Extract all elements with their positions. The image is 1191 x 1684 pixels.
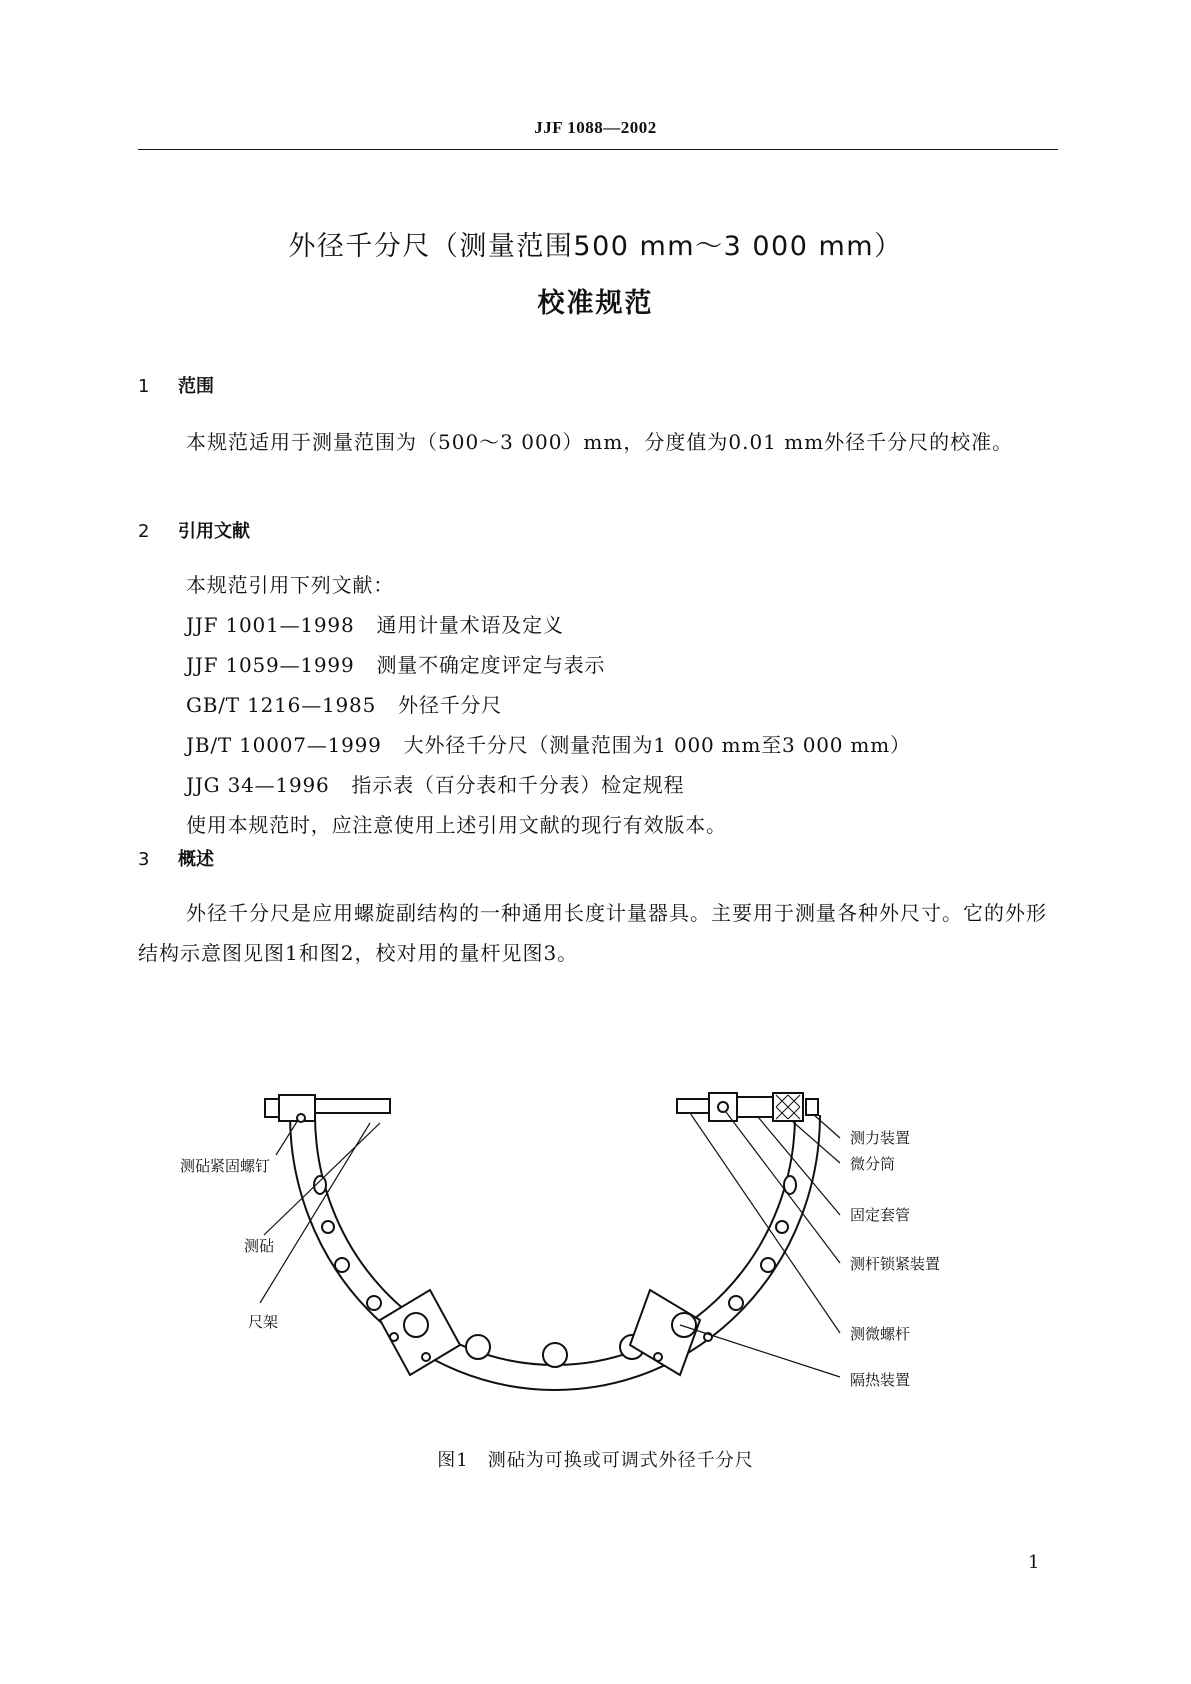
figure-caption: 图1 测砧为可换或可调式外径千分尺: [437, 1450, 754, 1471]
spindle-lock-icon: [718, 1102, 728, 1112]
anvil: [315, 1099, 390, 1113]
reference-item: [186, 685, 911, 725]
label-thimble: 微分筒: [850, 1155, 896, 1173]
fixed-sleeve: [737, 1097, 773, 1117]
scope-text: 本规范适用于测量范围为（500～3 000）mm，分度值为0.01 mm外径千分尺的校准。: [186, 430, 1014, 454]
reference-title: 测量不确定度评定与表示: [376, 653, 606, 677]
reference-title: 外径千分尺: [398, 693, 503, 717]
label-spindle-lock: 测杆锁紧装置: [850, 1255, 941, 1273]
label-micrometer-spindle: 测微螺杆: [850, 1325, 911, 1343]
spindle-assembly: [677, 1093, 818, 1121]
overview-text: 外径千分尺是应用螺旋副结构的一种通用长度计量器具。主要用于测量各种外尺寸。它的外形结构示意图见图1和图2，校对用的量杆见图3。: [138, 901, 1047, 965]
reference-item: [186, 765, 911, 805]
document-code-header: JJF 1088—2002: [534, 118, 657, 137]
section-heading-overview: [138, 845, 214, 871]
section-title: 引用文献: [178, 521, 250, 542]
section-title: 概述: [178, 849, 214, 870]
spindle: [677, 1099, 709, 1113]
reference-item: [186, 605, 911, 645]
reference-note: 使用本规范时，应注意使用上述引用文献的现行有效版本。: [186, 813, 727, 837]
label-force-device: 测力装置: [850, 1129, 911, 1147]
reference-code: JJF 1059—1999: [186, 653, 355, 677]
reference-code: GB/T 1216—1985: [186, 693, 377, 717]
reference-title: 指示表（百分表和千分表）检定规程: [351, 773, 685, 797]
reference-list: [186, 565, 911, 845]
reference-intro: 本规范引用下列文献：: [186, 573, 394, 597]
reference-item: [186, 645, 911, 685]
ratchet: [806, 1099, 818, 1115]
page-number: 1: [1028, 1552, 1040, 1573]
reference-title: 大外径千分尺（测量范围为1 000 mm至3 000 mm）: [403, 733, 911, 757]
overview-paragraph: [138, 893, 1058, 973]
reference-title: 通用计量术语及定义: [376, 613, 564, 637]
frame-holes: [314, 1176, 796, 1367]
anvil-assembly: [265, 1095, 390, 1122]
reference-code: JJF 1001—1998: [186, 613, 355, 637]
micrometer-figure: [180, 1075, 1020, 1415]
section-number: 3: [138, 849, 150, 870]
reference-code: JJG 34—1996: [186, 773, 330, 797]
label-heat-insulation: 隔热装置: [850, 1371, 911, 1389]
reference-item: [186, 725, 911, 765]
section-title: 范围: [178, 376, 214, 397]
anvil-clamp-screw-knob: [265, 1099, 279, 1117]
document-title: 外径千分尺（测量范围500 mm～3 000 mm）: [288, 231, 903, 262]
reference-code: JB/T 10007—1999: [186, 733, 382, 757]
leader-lines: [260, 1112, 840, 1377]
scope-paragraph: [138, 422, 1058, 462]
section-heading-scope: [138, 372, 214, 398]
label-frame: 尺架: [248, 1313, 279, 1331]
section-number: 2: [138, 521, 150, 542]
section-heading-references: [138, 517, 250, 543]
section-number: 1: [138, 376, 150, 397]
label-anvil-clamp-screw: 测砧紧固螺钉: [180, 1157, 271, 1175]
label-fixed-sleeve: 固定套管: [850, 1206, 911, 1224]
header-rule: [138, 149, 1058, 150]
document-subtitle: 校准规范: [537, 288, 654, 319]
label-anvil: 测砧: [244, 1237, 275, 1255]
